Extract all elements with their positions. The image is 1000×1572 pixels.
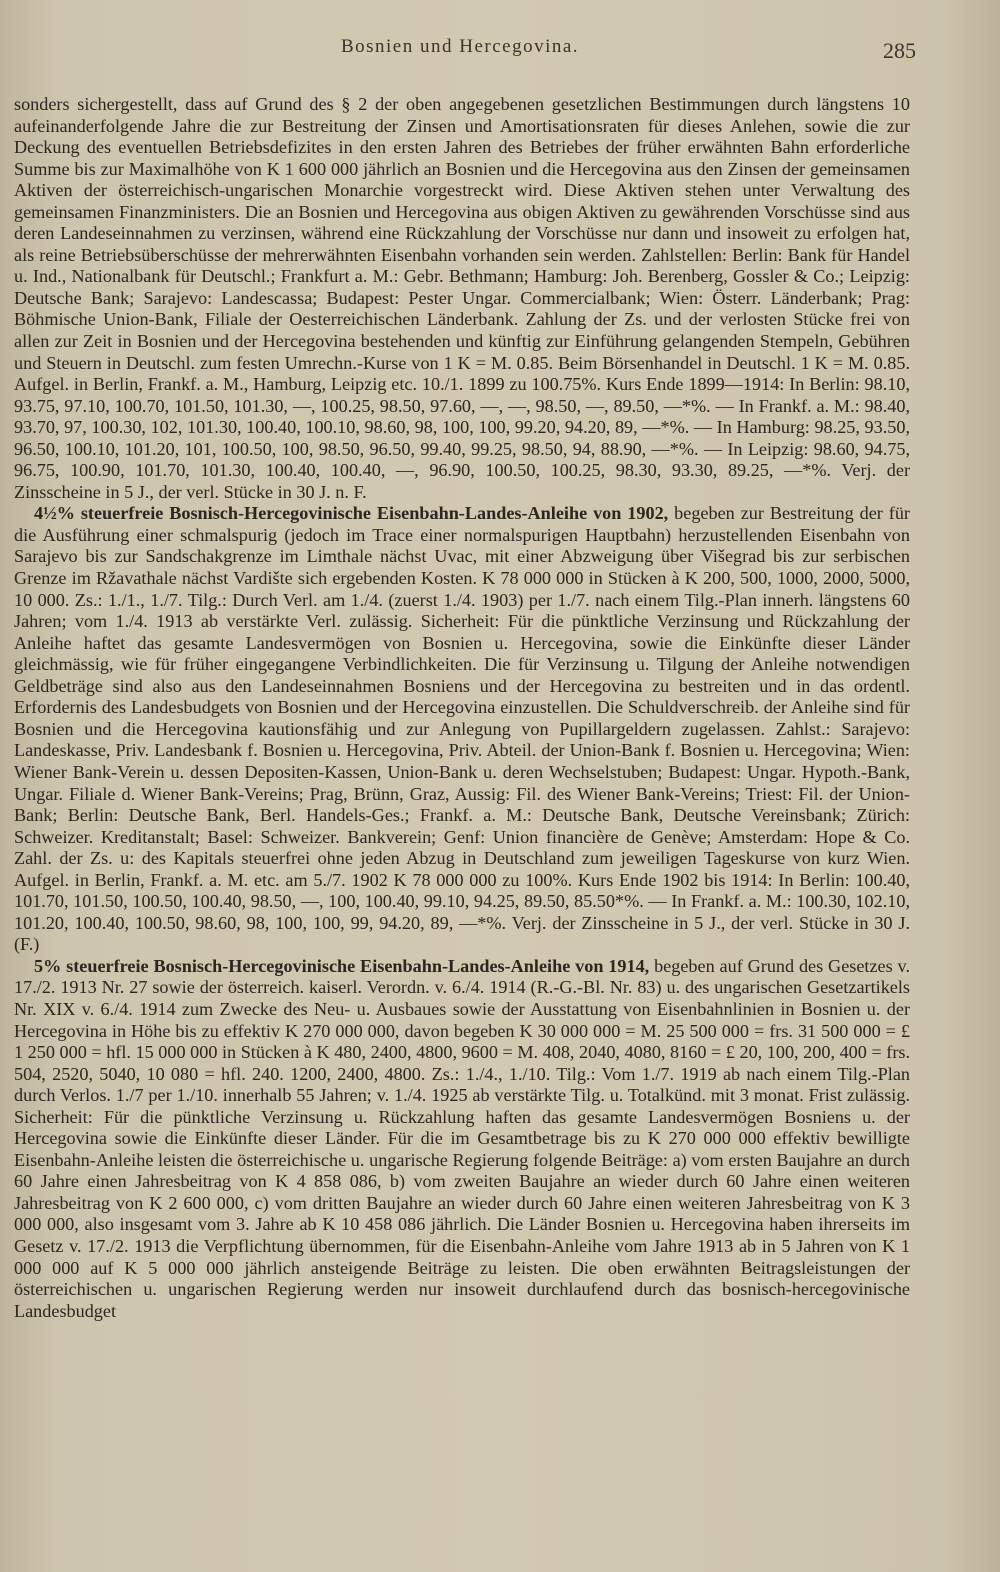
loan-heading-1914: 5% steuerfreie Bosnisch-Hercegovinische Eisenbahn-Landes-Anleihe von 1914, <box>34 955 650 976</box>
page-header <box>0 36 1000 76</box>
body-text <box>14 94 910 1322</box>
loan-heading-1902: 4½% steuerfreie Bosnisch-Hercegovinische Eisenbahn-Landes-Anleihe von 1902, <box>34 503 669 524</box>
paragraph-loan-1902 <box>14 503 910 955</box>
paragraph-text: begeben auf Grund des Gesetzes v. 17./2. 1913 Nr. 27 sowie der österreich. kaiserl. Verordn. v. 6./4. 1914 (R.-G.-Bl. Nr. 83) u. des ungarischen Gesetzartikels Nr. XIX v. 6./4. 1914 zum Zwecke des Neu- u. Ausbaues sowie der Ausstattung von Eisenbahnlinien in Bosnien u. der Hercegovina in Höhe bis zu effektiv K 270 000 000, davon begeben K 30 000 000 = M. 25 500 000 = frs. 31 500 000 = £ 1 250 000 = hfl. 15 000 000 in Stücken à K 480, 2400, 4800, 9600 = M. 408, 2040, 4080, 8160 = £ 20, 100, 200, 400 = frs. 504, 2520, 5040, 10 080 = hfl. 240. 1200, 2400, 4800. Zs.: 1./4., 1./10. Tilg.: Vom 1./7. 1919 ab nach einem Tilg.-Plan durch Verlos. 1./7 per 1./10. innerhalb 55 Jahren; v. 1./4. 1925 ab verstärkte Tilg. u. Totalkünd. mit 3 monat. Frist zulässig. Sicherheit: Für die pünktliche Verzinsung u. Rückzahlung haften das gesamte Landesvermögen Bosniens u. der Hercegovina sowie die Einkünfte dieser Länder. Für die im Gesamtbetrage bis zu K 270 000 000 effektiv bewilligte Eisenbahn-Anleihe leisten die österreichische u. ungarische Regierung folgende Beiträge: a) vom ersten Baujahre an durch 60 Jahre einen Jahresbeitrag von K 4 858 086, b) vom zweiten Baujahre an wieder durch 60 Jahre einen weiteren Jahresbeitrag von K 2 600 000, c) vom dritten Baujahre an wieder durch 60 Jahre einen weiteren Jahresbeitrag von K 3 000 000, also insgesamt vom 3. Jahre ab K 10 458 086 jährlich. Die Länder Bosnien u. Hercegovina haben ihrerseits im Gesetz v. 17./2. 1913 die Verpflichtung übernommen, für die Eisenbahn-Anleihe vom Jahre 1913 ab in 5 Jahren von K 1 000 000 auf K 5 000 000 jährlich ansteigende Beiträge zu leisten. Die oben erwähnten Beitragsleistungen der österreichischen u. ungarischen Regierung werden nur insoweit durchlaufend durch das bosnisch-hercegovinische Landesbudget <box>14 955 911 1321</box>
page-number: 285 <box>883 38 916 63</box>
paragraph-text: sonders sichergestellt, dass auf Grund des § 2 der oben angegebenen gesetzlichen Bestimmungen durch längstens 10 aufeinanderfolgende Jahre die zur Bestreitung der Zinsen und Amortisationsraten für dieses Anlehen, sowie die zur Deckung des eventuellen Betriebsdefizites in den ersten Jahren des Betriebes der früher erwähnten Bahn erforderliche Summe bis zur Maximalhöhe von K 1 600 000 jährlich an Bosnien und die Hercegovina aus den Zinsen der gemeinsamen Aktiven der österreichisch-ungarischen Monarchie vorgestreckt wird. Diese Aktiven stehen unter Verwaltung des gemeinsamen Finanzministers. Die an Bosnien und Hercegovina aus obigen Aktiven zu gewährenden Vorschüsse sind aus deren Landeseinnahmen zu verzinsen, während eine Rückzahlung der Vorschüsse nur dann und insoweit zu erfolgen hat, als reine Betriebsüberschüsse der mehrerwähnten Eisenbahn vorhanden sein werden. Zahlstellen: Berlin: Bank für Handel u. Ind., Nationalbank für Deutschl.; Frankfurt a. M.: Gebr. Bethmann; Hamburg: Joh. Berenberg, Gossler & Co.; Leipzig: Deutsche Bank; Sarajevo: Landescassa; Budapest: Pester Ungar. Commercialbank; Wien: Österr. Länderbank; Prag: Böhmische Union-Bank, Filiale der Oesterreichischen Länderbank. Zahlung der Zs. und der verlosten Stücke frei von allen zur Zeit in Bosnien und der Hercegovina bestehenden und künftig zur Einführung gelangenden Stempeln, Gebühren und Steuern in Deutschl. zum festen Umrechn.-Kurse von 1 K = M. 0.85. Beim Börsenhandel in Deutschl. 1 K = M. 0.85. Aufgel. in Berlin, Frankf. a. M., Hamburg, Leipzig etc. 10./1. 1899 zu 100.75%. Kurs Ende 1899—1914: In Berlin: 98.10, 93.75, 97.10, 100.70, 101.50, 101.30, —, 100.25, 98.50, 97.60, —, —, 98.50, —, 89.50, —*%. — In Frankf. a. M.: 98.40, 93.70, 97, 100.30, 102, 101.30, 100.40, 100.10, 98.60, 98, 100, 100, 99.20, 94.20, 89, —*%. — In Hamburg: 98.25, 93.50, 96.50, 100.10, 101.20, 101, 100.50, 100, 98.50, 96.50, 99.40, 99.25, 98.50, 94, 88.90, —*%. — In Leipzig: 98.60, 94.75, 96.75, 100.90, 101.70, 101.30, 100.40, 100.40, —, 96.90, 100.50, 100.25, 98.30, 93.30, 89.25, —*%. Verj. der Zinsscheine in 5 J., der verl. Stücke in 30 J. n. F. <box>14 94 910 502</box>
paragraph-continuation <box>14 94 910 503</box>
paragraph-text: begeben zur Bestreitung der für die Ausführung einer schmalspurig (jedoch im Trace einer normalspurigen Hauptbahn) herzustellenden Eisenbahn von Sarajevo bis zur Sandschakgrenze im Limthale nächst Uvac, mit einer Abzweigung über Višegrad bis zur serbischen Grenze im Ržavathale nächst Vardište sich ergebenden Kosten. K 78 000 000 in Stücken à K 200, 500, 1000, 2000, 5000, 10 000. Zs.: 1./1., 1./7. Tilg.: Durch Verl. am 1./4. (zuerst 1./4. 1903) per 1./7. nach einem Tilg.-Plan innerh. längstens 60 Jahren; vom 1./4. 1913 ab verstärkte Verl. zulässig. Sicherheit: Für die pünktliche Verzinsung und Rückzahlung der Anleihe haftet das gesamte Landesvermögen von Bosnien u. Hercegovina, sowie die Einkünfte dieser Länder gleichmässig, wie für früher eingegangene Verbindlichkeiten. Die für Verzinsung u. Tilgung der Anleihe notwendigen Geldbeträge sind also aus den Landeseinnahmen Bosniens und der Hercegovina zu bestreiten und in das ordentl. Erfordernis des Landesbudgets von Bosnien und der Hercegovina einzustellen. Die Schuldverschreib. der Anleihe sind für Bosnien und die Hercegovina kautionsfähig und zur Anlegung von Pupillargeldern zugelassen. Zahlst.: Sarajevo: Landeskasse, Priv. Landesbank f. Bosnien u. Hercegovina, Priv. Abteil. der Union-Bank f. Bosnien u. Hercegovina; Wien: Wiener Bank-Verein u. dessen Depositen-Kassen, Union-Bank u. deren Wechselstuben; Budapest: Ungar. Hypoth.-Bank, Ungar. Filiale d. Wiener Bank-Vereins; Prag, Brünn, Graz, Aussig: Fil. des Wiener Bank-Vereins; Triest: Fil. der Union-Bank; Berlin: Deutsche Bank, Berl. Handels-Ges.; Frankf. a. M.: Deutsche Bank, Deutsche Vereinsbank; Zürich: Schweizer. Kreditanstalt; Basel: Schweizer. Bankverein; Genf: Union financière de Genève; Amsterdam: Hope & Co. Zahl. der Zs. u: des Kapitals steuerfrei ohne jeden Abzug in Deutschland zum jeweiligen Tageskurse von kurz Wien. Aufgel. in Berlin, Frankf. a. M. etc. am 5./7. 1902 K 78 000 000 zu 100%. Kurs Ende 1902 bis 1914: In Berlin: 100.40, 101.70, 101.50, 100.50, 100.40, 98.50, —, 100, 100.40, 99.10, 94.25, 89.50, 85.50*%. — In Frankf. a. M.: 100.30, 102.10, 101.20, 100.40, 100.50, 98.60, 98, 100, 100, 99, 94.20, 89, —*%. Verj. der Zinsscheine in 5 J., der verl. Stücke in 30 J. (F.) <box>14 503 910 955</box>
paragraph-loan-1914 <box>14 956 910 1322</box>
running-title: Bosnien und Hercegovina. <box>340 36 580 57</box>
